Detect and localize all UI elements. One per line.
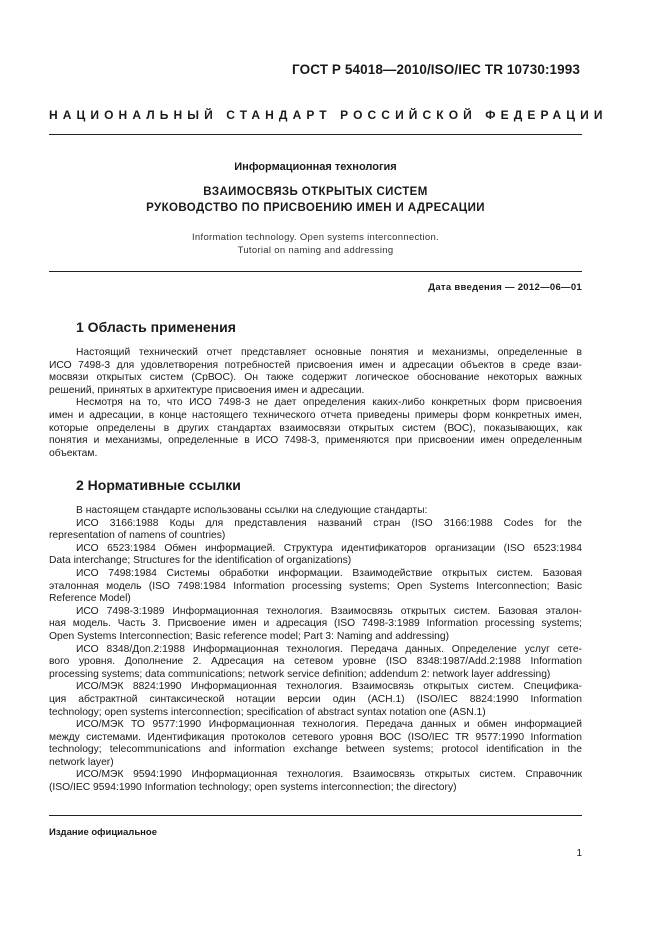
footer-divider [49,815,582,816]
section-2-heading: 2 Нормативные ссылки [76,477,241,493]
reference-line: ИСО 7498:1984 Системы обработки информации. Взаимодействие открытых систем. Базовая [76,567,582,579]
reference-line: ИСО/МЭК ТО 9577:1990 Информационная технология. Передача данных и обмен информацией [76,719,582,731]
reference-line: technology; open systems interconnection; specification of abstract syntax notation one (ASN.1) [49,706,486,718]
reference-line: между системами. Идентификация протоколов сетевого уровня ВОС (ISO/IEC TR 9577:1990 Information [49,731,582,743]
paragraph-line: имен и адресации, в конце настоящего технического отчета приведены примеры форм конкретных имен, [49,409,582,421]
reference-line: вого уровня. Дополнение 2. Адресация на сетевом уровне (ISO 8348:1987/Add.2:1988 Information [49,656,582,668]
reference-line: network layer) [49,756,114,768]
reference-line: Reference Model) [49,593,131,605]
section-2-body [49,505,582,795]
introduction-date: Дата введения — 2012—06—01 [428,282,582,293]
paragraph-line: Настоящий технический отчет представляет основные понятия и механизмы, определенные в [76,347,582,358]
title-divider [49,271,582,272]
reference-line: Open Systems Interconnection; Basic reference model; Part 3: Naming and addressing) [49,630,450,642]
paragraph-line: понятия и механизмы, определенные в ИСО 7498-3, применяются при присвоении имен определенным [49,435,582,447]
reference-line: representation of namens of countries) [49,530,226,542]
paragraph-line: объектам. [49,447,98,459]
reference-line: ная модель. Часть 3. Присвоение имен и адресация (ISO 7498-3:1989 Information processing systems; [49,618,582,630]
section-1-body [49,347,582,460]
section-1-heading: 1 Область применения [76,319,236,335]
paragraph-line: решений, принятых в архитектуре присвоения имен и адресации. [49,384,365,396]
document-title-line-1: ВЗАИМОСВЯЗЬ ОТКРЫТЫХ СИСТЕМ [203,186,428,198]
english-title-line-2: Tutorial on naming and addressing [237,245,394,256]
document-title-line-2: РУКОВОДСТВО ПО ПРИСВОЕНИЮ ИМЕН И АДРЕСАЦИИ [146,202,485,214]
english-title-line-1: Information technology. Open systems interconnection. [191,232,439,243]
reference-line: ИСО 8348/Доп.2:1988 Информационная технология. Передача данных. Определение услуг сете- [76,643,582,655]
paragraph-line: ИСО 7498-3 для удовлетворения потребностей присвоения имен и адресации объектов в среде взаи- [49,359,582,371]
reference-line: Data interchange; Structures for the identification of organizations) [49,555,352,567]
edition-label: Издание официальное [49,827,157,838]
reference-line: (ISO/IEC 9594:1990 Information technology; open systems interconnection; the directory) [49,782,457,794]
gost-code: ГОСТ Р 54018—2010/ISO/IEC TR 10730:1993 [292,62,580,77]
reference-line: processing systems; data communications; network service definition; addendum 2: network layer addressing) [49,668,551,680]
reference-line: ция абстрактной синтаксической нотации версии один (АСН.1) (ISO/IEC 8824:1990 Information [49,693,582,705]
document-subtitle: Информационная технология [234,161,397,173]
reference-line: ИСО/МЭК 8824:1990 Информационная технология. Взаимосвязь открытых систем. Специфика- [76,681,582,693]
paragraph-line: В настоящем стандарте использованы ссылки на следующие стандарты: [76,505,428,516]
reference-line: эталонная модель (ISO 7498:1984 Information processing systems; Open Systems Interconnection; Basic [49,580,582,592]
paragraph-line: мосвязи открытых систем (СрВОС). Он также содержит логическое обоснование некоторых важных [49,372,582,384]
paragraph-line: которые определены в других стандартах взаимосвязи открытых систем (ВОС), показывающих, как [49,422,582,434]
reference-line: ИСО 6523:1984 Обмен информацией. Структура идентификаторов организации (ISO 6523:1984 [76,542,582,554]
paragraph-line: Несмотря на то, что ИСО 7498-3 не дает определения каких-либо конкретных форм присвоения [76,397,582,409]
page-number: 1 [576,848,582,859]
national-standard-banner: НАЦИОНАЛЬНЫЙ СТАНДАРТ РОССИЙСКОЙ ФЕДЕРАЦИИ [49,108,608,122]
reference-line: ИСО 7498-3:1989 Информационная технология. Взаимосвязь открытых систем. Базовая эталон- [76,605,582,617]
reference-line: technology; telecommunications and information exchange between systems; protocol identification in the [49,744,582,756]
header-divider [49,134,582,135]
reference-line: ИСО 3166:1988 Коды для представления названий стран (ISO 3166:1988 Codes for the [76,517,582,529]
reference-line: ИСО/МЭК 9594:1990 Информационная технология. Взаимосвязь открытых систем. Справочник [76,769,582,781]
